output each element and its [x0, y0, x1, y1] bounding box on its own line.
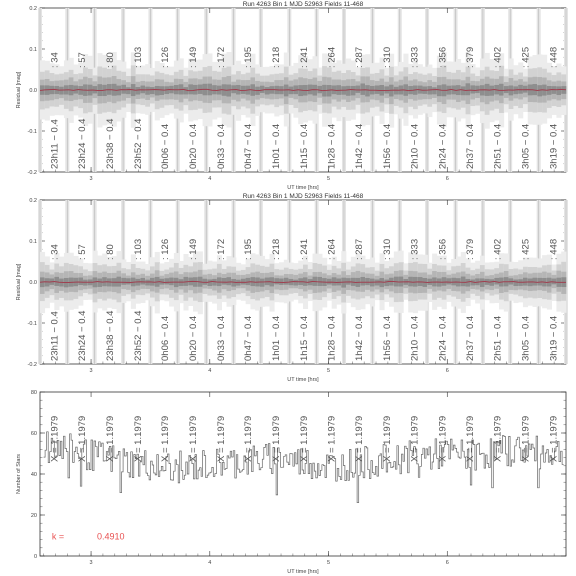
panel-2: [16, 193, 568, 383]
residual-density-bin: [489, 279, 494, 286]
field-number-label: : 402: [492, 238, 504, 260]
residual-density-bin: [356, 86, 361, 93]
field-number-label: : 333: [409, 238, 421, 260]
residual-density-bin: [466, 83, 471, 95]
airmass-label: X = 1.1979: [132, 415, 144, 462]
residual-density-bin: [284, 85, 289, 97]
field-number-label: : 448: [548, 238, 560, 260]
x-tick-label: 3: [89, 176, 93, 182]
field-coordinate-label: 1h15 − 0.4: [299, 315, 310, 361]
airmass-label: X = 1.1979: [187, 415, 199, 462]
panel-1: [16, 1, 568, 191]
x-tick-label: 4: [208, 368, 212, 374]
residual-density-bin: [160, 86, 165, 95]
airmass-label: X = 1.1979: [271, 415, 283, 462]
y-tick-label: 40: [30, 472, 37, 478]
k-value: 0.4910: [96, 531, 125, 542]
airmass-label: X = 1.1979: [299, 415, 310, 462]
field-number-label: : 172: [215, 46, 227, 68]
y-tick-label: 0.0: [29, 88, 37, 94]
x-tick-label: 5: [326, 560, 331, 566]
residual-density-bin: [222, 278, 227, 285]
residual-density-bin: [470, 85, 475, 93]
field-number-label: : 34: [49, 52, 61, 68]
field-coordinate-label: 3h05 − 0.4: [520, 123, 532, 169]
field-number-label: : 264: [326, 238, 338, 260]
airmass-label: X = 1.1979: [326, 415, 338, 462]
field-coordinate-label: 23h11 − 0.4: [49, 311, 61, 361]
y-tick-label: 20: [30, 513, 37, 519]
residual-density-bin: [140, 278, 145, 285]
residual-density-bin: [188, 84, 193, 94]
residual-density-bin: [274, 278, 279, 284]
residual-density-bin: [360, 277, 365, 286]
field-number-label: : 103: [132, 238, 144, 260]
field-coordinate-label: 23h52 − 0.4: [132, 118, 144, 169]
residual-density-bin: [384, 280, 389, 287]
field-number-label: : 425: [520, 46, 532, 68]
field-coordinate-label: 2h51 − 0.4: [492, 315, 504, 361]
field-coordinate-label: 23h38 − 0.4: [104, 310, 116, 361]
residual-density-bin: [117, 277, 122, 287]
residual-density-bin: [375, 85, 380, 93]
airmass-label: X = 1.1979: [104, 415, 116, 462]
field-number-label: : 241: [299, 238, 310, 260]
field-number-label: : 402: [492, 46, 504, 68]
field-coordinate-label: 0h20 − 0.4: [187, 315, 199, 361]
field-number-label: : 34: [49, 244, 61, 260]
field-number-label: : 57: [76, 244, 88, 260]
residual-density-bin: [432, 87, 437, 94]
field-coordinate-label: 2h24 − 0.4: [437, 315, 449, 361]
field-coordinate-label: 0h47 − 0.4: [243, 315, 255, 361]
residual-density-bin: [241, 279, 246, 285]
field-number-label: : 287: [354, 238, 366, 260]
x-tick-label: 6: [445, 368, 449, 374]
field-number-label: : 218: [271, 238, 283, 260]
airmass-label: X = 1.1979: [548, 415, 560, 462]
y-tick-label: -0.1: [27, 129, 37, 135]
residual-density-bin: [446, 278, 451, 284]
field-coordinate-label: 2h37 − 0.4: [465, 315, 477, 361]
field-coordinate-label: 1h56 − 0.4: [382, 315, 394, 361]
residual-density-bin: [78, 278, 83, 286]
airmass-label: X = 1.1979: [243, 415, 255, 462]
panel-title: Run 4263 Bin 1 MJD 52963 Fields 11-468: [242, 1, 364, 8]
k-label: k =: [51, 531, 65, 542]
residual-density-bin: [461, 277, 466, 287]
field-number-label: : 356: [437, 238, 449, 260]
x-tick-label: 6: [445, 560, 449, 566]
field-number-label: : 379: [465, 238, 477, 260]
airmass-label: X = 1.1979: [409, 415, 421, 462]
field-number-label: : 448: [548, 46, 560, 68]
field-number-label: : 218: [271, 46, 283, 68]
panel-title: Run 4263 Bin 1 MJD 52963 Fields 11-468: [242, 193, 364, 200]
x-tick-label: 4: [208, 560, 212, 566]
y-tick-label: 0: [33, 554, 37, 560]
residual-density-bin: [260, 279, 265, 287]
field-number-label: : 80: [104, 244, 116, 260]
airmass-label: X = 1.1979: [160, 415, 172, 462]
y-tick-label: 0.1: [29, 47, 37, 53]
residual-density-bin: [265, 87, 270, 94]
y-axis-label: Residual [mag]: [16, 71, 22, 109]
y-tick-label: 0.1: [29, 239, 37, 245]
field-coordinate-label: 2h10 − 0.4: [409, 315, 421, 361]
field-coordinate-label: 3h19 − 0.4: [548, 123, 560, 169]
residual-density-bin: [212, 85, 217, 94]
field-number-label: : 241: [299, 46, 310, 68]
field-coordinate-label: 23h24 − 0.4: [76, 310, 88, 361]
field-coordinate-label: 0h06 − 0.4: [160, 123, 172, 169]
residual-density-bin: [351, 86, 356, 95]
residual-density-bin: [164, 278, 169, 284]
y-tick-label: 60: [30, 431, 37, 437]
field-coordinate-label: 2h37 − 0.4: [465, 123, 477, 169]
field-number-label: : 310: [382, 46, 394, 68]
airmass-label: X = 1.1979: [49, 415, 61, 462]
airmass-label: X = 1.1979: [465, 415, 477, 462]
field-coordinate-label: 1h15 − 0.4: [299, 123, 310, 169]
field-coordinate-label: 0h33 − 0.4: [215, 123, 227, 169]
residual-density-bin: [145, 87, 150, 95]
residual-density-bin: [150, 87, 155, 94]
field-coordinate-label: 2h10 − 0.4: [409, 123, 421, 169]
x-axis-label: UT time [hrs]: [287, 377, 319, 383]
field-coordinate-label: 3h19 − 0.4: [548, 315, 560, 361]
residual-density-bin: [475, 86, 480, 93]
y-axis-label: Residual [mag]: [16, 263, 22, 301]
residual-density-bin: [126, 278, 131, 284]
x-tick-label: 4: [208, 176, 212, 182]
panel-3: [16, 390, 566, 575]
field-coordinate-label: 23h24 − 0.4: [76, 118, 88, 169]
field-number-label: : 379: [465, 46, 477, 68]
field-coordinate-label: 1h42 − 0.4: [354, 315, 366, 361]
airmass-label: X = 1.1979: [354, 415, 366, 462]
airmass-label: X = 1.1979: [76, 415, 88, 462]
y-tick-label: 80: [30, 390, 37, 396]
field-number-label: : 149: [187, 238, 199, 260]
residual-density-bin: [480, 278, 485, 287]
residual-density-bin: [360, 83, 365, 94]
residual-density-bin: [556, 86, 561, 95]
airmass-label: X = 1.1979: [492, 415, 504, 462]
x-tick-label: 5: [326, 368, 331, 374]
x-tick-label: 5: [326, 176, 331, 182]
residual-density-bin: [97, 279, 102, 287]
field-number-label: : 57: [76, 52, 88, 68]
field-number-label: : 333: [409, 46, 421, 68]
x-tick-label: 6: [445, 176, 449, 182]
residual-density-bin: [136, 87, 141, 95]
field-number-label: : 264: [326, 46, 338, 68]
y-tick-label: 0.2: [29, 198, 37, 204]
field-coordinate-label: 2h51 − 0.4: [492, 123, 504, 169]
field-number-label: : 126: [160, 238, 172, 260]
residual-density-bin: [121, 278, 126, 285]
residual-density-bin: [279, 279, 284, 285]
y-axis-label: Number of Stars: [16, 453, 22, 495]
field-number-label: : 126: [160, 46, 172, 68]
airmass-label: X = 1.1979: [382, 415, 394, 462]
residual-density-bin: [332, 277, 337, 285]
residual-density-bin: [145, 280, 150, 286]
y-tick-label: 0.0: [29, 280, 37, 286]
residual-density-bin: [226, 277, 231, 285]
x-axis-label: UT time [hrs]: [287, 185, 319, 191]
field-number-label: : 425: [520, 238, 532, 260]
y-tick-label: 0.2: [29, 6, 37, 12]
field-coordinate-label: 1h28 − 0.4: [326, 315, 338, 361]
field-coordinate-label: 2h24 − 0.4: [437, 123, 449, 169]
field-coordinate-label: 23h11 − 0.4: [49, 119, 61, 169]
residual-density-bin: [499, 84, 504, 96]
residual-density-bin: [442, 277, 447, 286]
y-tick-label: -0.1: [27, 321, 37, 327]
x-tick-label: 3: [89, 560, 93, 566]
field-coordinate-label: 1h42 − 0.4: [354, 123, 366, 169]
field-number-label: : 172: [215, 238, 227, 260]
residual-density-bin: [241, 86, 246, 94]
residual-density-bin: [59, 87, 64, 95]
field-coordinate-label: 1h28 − 0.4: [326, 123, 338, 169]
residual-density-bin: [365, 278, 370, 285]
field-coordinate-label: 0h47 − 0.4: [243, 123, 255, 169]
y-tick-label: -0.2: [27, 362, 37, 368]
field-number-label: : 80: [104, 52, 116, 68]
residual-density-bin: [169, 278, 174, 286]
field-number-label: : 356: [437, 46, 449, 68]
residual-density-bin: [155, 86, 160, 95]
residual-density-bin: [346, 86, 351, 96]
field-coordinate-label: 1h01 − 0.4: [271, 123, 283, 169]
residual-density-bin: [284, 278, 289, 285]
field-number-label: : 149: [187, 46, 199, 68]
field-coordinate-label: 23h52 − 0.4: [132, 310, 144, 361]
residual-density-bin: [126, 87, 131, 94]
airmass-label: X = 1.1979: [215, 415, 227, 462]
field-number-label: : 310: [382, 238, 394, 260]
field-coordinate-label: 1h56 − 0.4: [382, 123, 394, 169]
x-axis-label: UT time [hrs]: [287, 569, 319, 575]
x-tick-label: 3: [89, 368, 93, 374]
field-coordinate-label: 1h01 − 0.4: [271, 315, 283, 361]
field-coordinate-label: 0h06 − 0.4: [160, 315, 172, 361]
field-number-label: : 287: [354, 46, 366, 68]
residual-density-bin: [513, 280, 518, 287]
field-number-label: : 195: [243, 238, 255, 260]
residual-density-bin: [489, 86, 494, 96]
residual-density-bin: [365, 85, 370, 96]
field-coordinate-label: 0h20 − 0.4: [187, 123, 199, 169]
airmass-label: X = 1.1979: [520, 415, 532, 462]
field-coordinate-label: 3h05 − 0.4: [520, 315, 532, 361]
y-tick-label: -0.2: [27, 170, 37, 176]
field-number-label: : 195: [243, 46, 255, 68]
residual-density-bin: [293, 280, 298, 286]
field-number-label: : 103: [132, 46, 144, 68]
field-coordinate-label: 23h38 − 0.4: [104, 118, 116, 169]
field-coordinate-label: 0h33 − 0.4: [215, 315, 227, 361]
airmass-label: X = 1.1979: [437, 415, 449, 462]
